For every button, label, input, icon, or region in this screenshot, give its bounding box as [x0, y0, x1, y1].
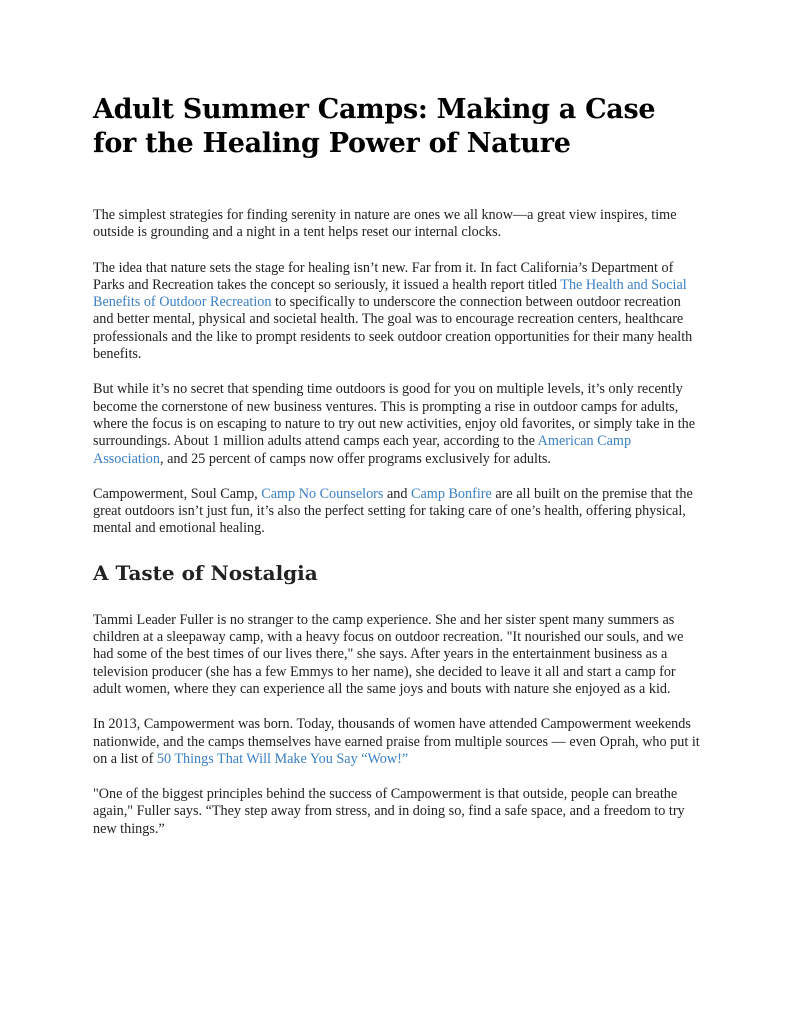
- fifty-things-link[interactable]: 50 Things That Will Make You Say “Wow!”: [156, 750, 409, 767]
- paragraph-camp-list: [93, 486, 703, 538]
- paragraph-text: , and 25 percent of camps now offer programs exclusively for adults.: [160, 450, 551, 467]
- camp-bonfire-link[interactable]: Camp Bonfire: [411, 485, 492, 502]
- paragraph-text: Campowerment, Soul Camp,: [93, 485, 262, 502]
- paragraph-text: to specifically to underscore the connection between outdoor recreation and better mental, physical and societal health. The goal was to encourage recreation centers, healthcare professionals and the like to prompt residents to seek outdoor creation opportunities for their many health benefits.: [93, 294, 693, 363]
- paragraph-text: But while it’s no secret that spending time outdoors is good for you on multiple levels, it’s only recently become the cornerstone of new business ventures. This is prompting a rise in outdoor camps for adults, where the focus is on escaping to nature to try out new activities, enjoy old favorites, or simply take in the surroundings. About 1 million adults attend camps each year, according to the: [93, 381, 696, 450]
- health-report-link[interactable]: The Health and Social Benefits of Outdoor Recreation: [93, 276, 687, 311]
- paragraph-text: The idea that nature sets the stage for healing isn’t new. Far from it. In fact California’s Department of Parks and Recreation takes the concept so seriously, it issued a health report titled: [93, 259, 674, 293]
- paragraph-text: In 2013, Campowerment was born. Today, thousands of women have attended Campowerment weekends nationwide, and the camps themselves have earned praise from multiple sources — even Oprah, who put it on a list of: [93, 716, 700, 767]
- paragraph-health-report: [93, 260, 703, 364]
- article-body: [93, 93, 703, 856]
- paragraph-fuller-quote: "One of the biggest principles behind the success of Campowerment is that outside, people can breathe again," Fuller says. “They step away from stress, and in doing so, find a safe space, and a freedom to try new things.”: [93, 786, 685, 837]
- paragraph-campowerment-born: [93, 716, 703, 768]
- paragraph-tammi-fuller: Tammi Leader Fuller is no stranger to the camp experience. She and her sister spent many summers as children at a sleepaway camp, with a heavy focus on outdoor recreation. "It nourished our souls, and we had some of the best times of our lives there," she says. After years in the entertainment business as a television producer (she has a few Emmys to her name), she decided to leave it all and start a camp for adult women, where they can experience all the same joys and bouts with nature she enjoyed as a kid.: [93, 611, 684, 697]
- article-title: Adult Summer Camps: Making a Case for the Healing Power of Nature: [93, 94, 656, 159]
- paragraph-text: are all built on the premise that the great outdoors isn’t just fun, it’s also the perfect setting for taking care of one’s health, offering physical, mental and emotional healing.: [93, 485, 693, 537]
- paragraph-intro: The simplest strategies for finding serenity in nature are ones we all know—a great view inspires, time outside is grounding and a night in a tent helps reset our internal clocks.: [93, 207, 677, 241]
- section-heading: A Taste of Nostalgia: [93, 560, 318, 585]
- american-camp-association-link[interactable]: American Camp Association: [93, 433, 632, 467]
- paragraph-business-ventures: [93, 381, 703, 467]
- camp-no-counselors-link[interactable]: Camp No Counselors: [261, 485, 384, 502]
- paragraph-text: and: [383, 485, 412, 502]
